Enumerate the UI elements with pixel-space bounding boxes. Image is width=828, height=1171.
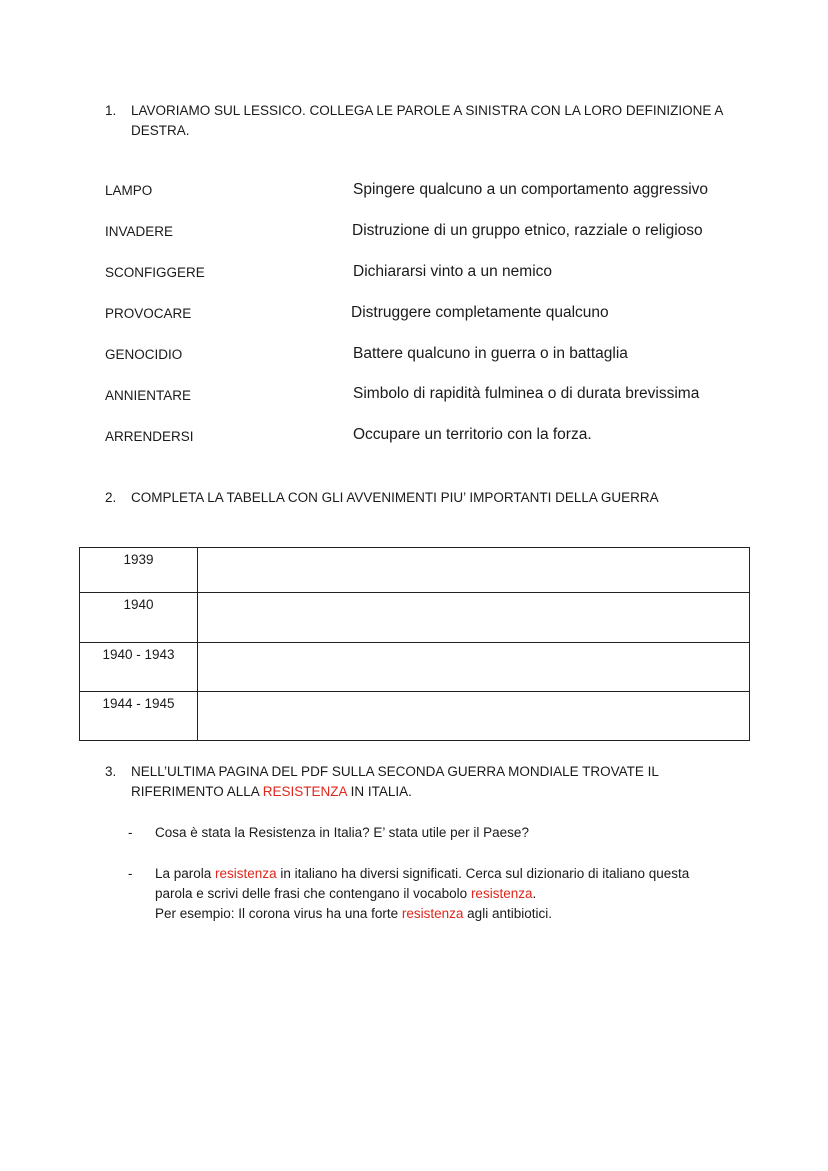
- highlight-word: resistenza: [401, 906, 464, 921]
- definition-item: Simbolo di rapidità fulminea o di durata brevissima: [353, 385, 700, 402]
- highlight-word: resistenza: [470, 886, 533, 901]
- year-cell: 1939: [80, 548, 198, 593]
- text-run: La parola: [155, 866, 216, 881]
- definition-item: Distruggere completamente qualcuno: [351, 304, 609, 321]
- title-text: IN ITALIA.: [346, 784, 412, 799]
- word-item: LAMPO: [105, 183, 153, 198]
- word-item: PROVOCARE: [105, 306, 192, 321]
- exercise-1-number: 1.: [105, 103, 117, 118]
- table-row: [80, 593, 750, 643]
- word-item: GENOCIDIO: [105, 347, 183, 362]
- event-cell[interactable]: [198, 593, 750, 643]
- word-item: ANNIENTARE: [105, 388, 192, 403]
- year-cell: 1940 - 1943: [80, 643, 198, 692]
- definition-item: Dichiararsi vinto a un nemico: [353, 263, 553, 280]
- definition-item: Distruzione di un gruppo etnico, razziale o religioso: [352, 222, 703, 239]
- definition-item: Spingere qualcuno a un comportamento aggressivo: [353, 181, 709, 198]
- title-text: NELL’ULTIMA PAGINA DEL PDF SULLA SECONDA GUERRA MONDIALE TROVATE IL RIFERIMENTO ALLA: [131, 764, 659, 799]
- definition-item: Occupare un territorio con la forza.: [353, 426, 592, 443]
- exercise-3-number: 3.: [105, 764, 117, 779]
- exercise-3-title: [131, 762, 691, 802]
- bullet-text: Cosa è stata la Resistenza in Italia? E’ stata utile per il Paese?: [155, 825, 529, 840]
- year-cell: 1940: [80, 593, 198, 643]
- table-row: [80, 548, 750, 593]
- year-cell: 1944 - 1945: [80, 692, 198, 741]
- event-cell[interactable]: [198, 548, 750, 593]
- exercise-2-title: COMPLETA LA TABELLA CON GLI AVVENIMENTI PIU’ IMPORTANTI DELLA GUERRA: [131, 490, 659, 505]
- highlight-word: RESISTENZA: [262, 784, 347, 799]
- word-item: ARRENDERSI: [105, 429, 194, 444]
- example-text: Per esempio: Il corona virus ha una forte: [155, 906, 402, 921]
- exercise-2-number: 2.: [105, 490, 117, 505]
- event-cell[interactable]: [198, 643, 750, 692]
- word-item: INVADERE: [105, 224, 174, 239]
- events-table: [79, 547, 750, 741]
- text-run: .: [532, 886, 537, 901]
- table-row: [80, 692, 750, 741]
- definition-item: Battere qualcuno in guerra o in battaglia: [353, 345, 628, 362]
- text-run: in italiano ha diversi significati. Cerca sul dizionario di italiano questa parola e scrivi delle frasi che contengano il vocabolo: [155, 866, 690, 901]
- highlight-word: resistenza: [215, 866, 277, 881]
- bullet-text: [155, 864, 720, 924]
- table-row: [80, 643, 750, 692]
- event-cell[interactable]: [198, 692, 750, 741]
- bullet-dash: -: [128, 866, 133, 881]
- exercise-1-title: LAVORIAMO SUL LESSICO. COLLEGA LE PAROLE A SINISTRA CON LA LORO DEFINIZIONE A DESTRA.: [131, 103, 723, 138]
- bullet-dash: -: [128, 825, 133, 840]
- word-item: SCONFIGGERE: [105, 265, 205, 280]
- example-text: agli antibiotici.: [463, 906, 552, 921]
